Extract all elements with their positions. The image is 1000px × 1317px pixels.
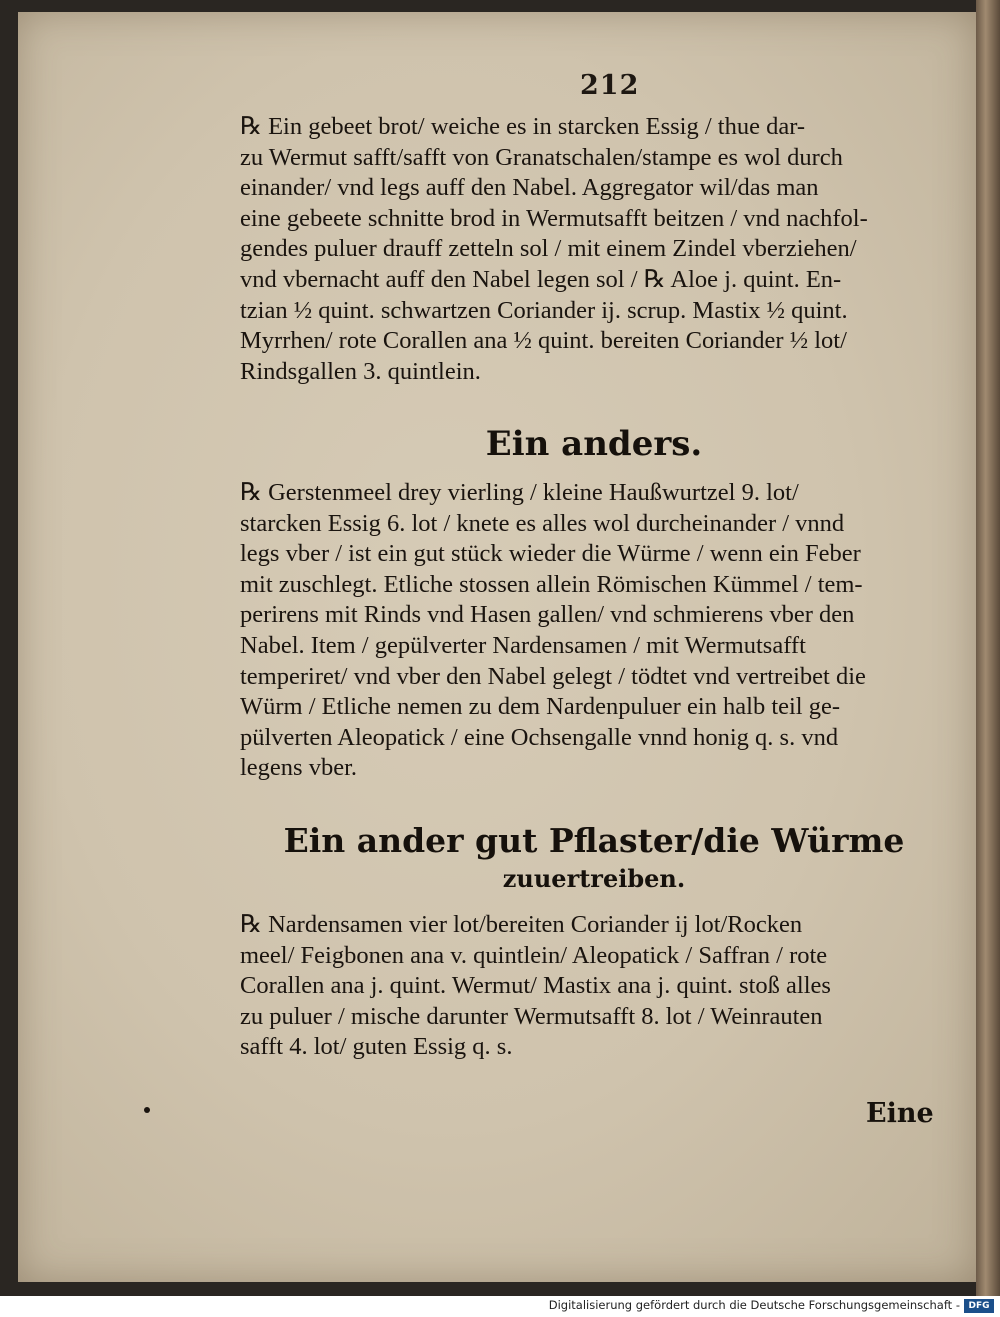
text-line: meel/ Feigbonen ana v. quintlein/ Aleopatick / Saffran / rote — [240, 941, 828, 969]
page-number: 212 — [580, 70, 640, 101]
text-line: perirens mit Rinds vnd Hasen gallen/ vnd schmierens vber den — [240, 601, 855, 629]
funding-notice: Digitalisierung gefördert durch die Deutsche Forschungsgemeinschaft - — [548, 1298, 960, 1312]
text-line: tzian ½ quint. schwartzen Coriander ij. scrup. Mastix ½ quint. — [240, 296, 848, 324]
text-line: eine gebeete schnitte brod in Wermutsafft beitzen / vnd nachfol- — [240, 204, 868, 232]
catchword: Eine — [866, 1098, 934, 1129]
text-line: mit zuschlegt. Etliche stossen allein Römischen Kümmel / tem- — [240, 570, 863, 598]
text-line: einander/ vnd legs auff den Nabel. Aggregator wil/das man — [240, 174, 819, 202]
text-line: zu Wermut safft/safft von Granatschalen/stampe es wol durch — [240, 143, 843, 171]
text-line: temperiret/ vnd vber den Nabel gelegt / tödtet vnd vertreibet die — [240, 662, 866, 690]
text-line: legens vber. — [240, 754, 358, 782]
section-heading-pflaster-subline: zuuertreiben. — [502, 864, 686, 893]
text-line: gendes puluer drauff zetteln sol / mit einem Zindel vberziehen/ — [240, 235, 857, 263]
ink-mark — [144, 1107, 150, 1113]
book-binding-edge — [976, 0, 1000, 1296]
paragraph-recipe-1 — [240, 112, 936, 387]
text-line: Myrrhen/ rote Corallen ana ½ quint. bereiten Coriander ½ lot/ — [240, 327, 847, 355]
text-line: ℞ Ein gebeet brot/ weiche es in starcken Essig / thue dar- — [240, 113, 806, 140]
book-page — [18, 12, 976, 1282]
text-line: ℞ Gerstenmeel drey vierling / kleine Haußwurtzel 9. lot/ — [240, 479, 799, 506]
text-line: zu puluer / mische darunter Wermutsafft 8. lot / Weinrauten — [240, 1002, 823, 1030]
paragraph-recipe-3 — [240, 910, 936, 1063]
text-line: legs vber / ist ein gut stück wieder die Würme / wenn ein Feber — [240, 540, 861, 568]
section-heading-ein-anders: Ein anders. — [485, 424, 703, 464]
dfg-logo-icon: DFG — [964, 1299, 994, 1313]
text-line: starcken Essig 6. lot / knete es alles wol durcheinander / vnnd — [240, 509, 845, 537]
paragraph-recipe-2 — [240, 478, 936, 784]
digitization-footer — [0, 1296, 1000, 1317]
text-line: vnd vbernacht auff den Nabel legen sol / ℞ Aloe j. quint. En- — [240, 265, 842, 293]
text-line: Nabel. Item / gepülverter Nardensamen / mit Wermutsafft — [240, 631, 806, 659]
section-heading-pflaster: Ein ander gut Pflaster/die Würme — [283, 821, 905, 860]
text-line: Würm / Etliche nemen zu dem Nardenpuluer ein halb teil ge- — [240, 693, 841, 721]
text-line: safft 4. lot/ guten Essig q. s. — [240, 1033, 513, 1061]
text-line: Rindsgallen 3. quintlein. — [240, 357, 481, 385]
text-line: Corallen ana j. quint. Wermut/ Mastix ana j. quint. stoß alles — [240, 972, 831, 1000]
text-line: pülverten Aleopatick / eine Ochsengalle vnnd honig q. s. vnd — [240, 723, 839, 751]
text-line: ℞ Nardensamen vier lot/bereiten Coriander ij lot/Rocken — [240, 911, 803, 938]
